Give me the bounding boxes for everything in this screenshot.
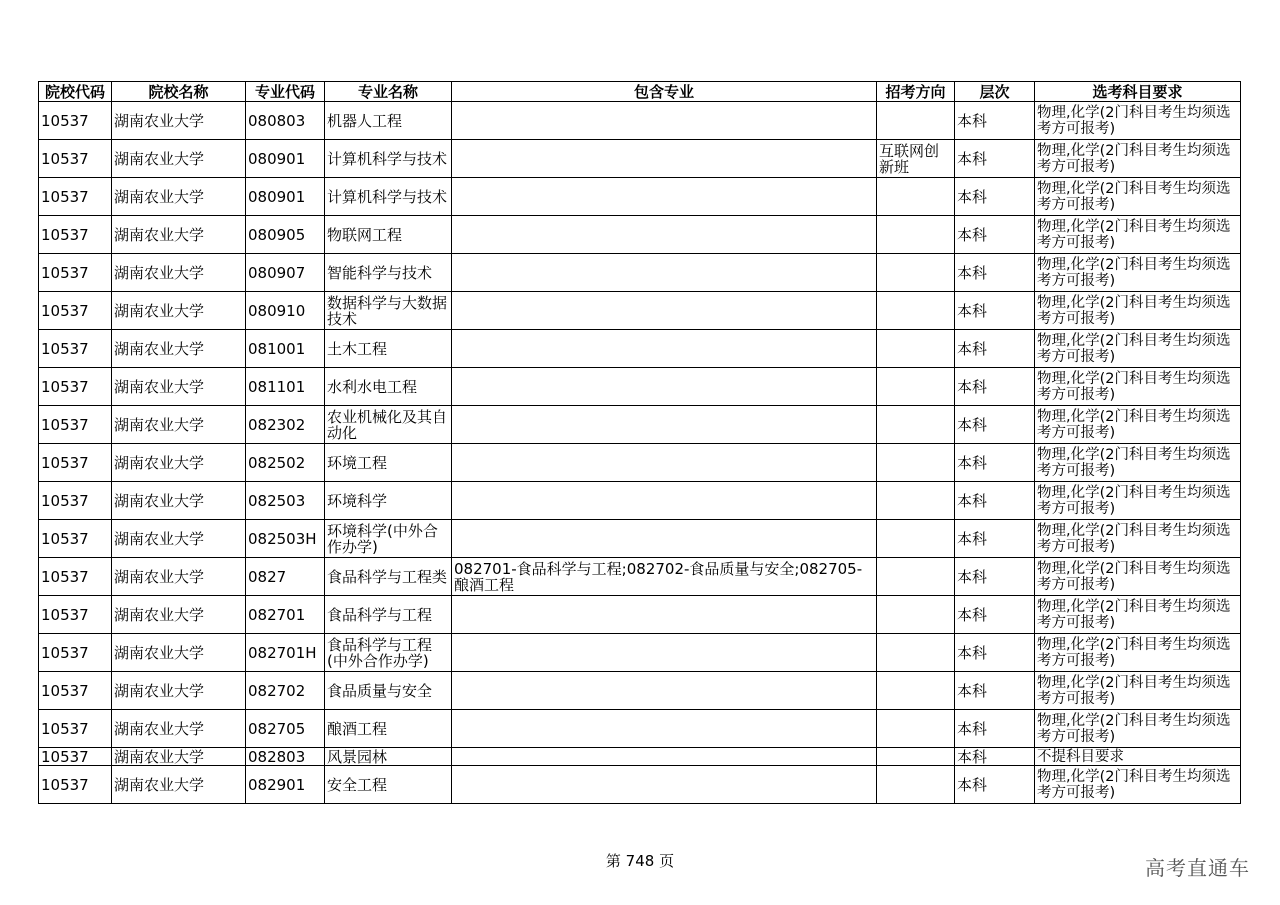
major-code-cell: 0827 <box>246 558 325 596</box>
table-body <box>39 102 1241 804</box>
included-majors-cell <box>452 748 877 766</box>
included-majors-cell <box>452 634 877 672</box>
included-majors-cell <box>452 482 877 520</box>
major-name-cell: 智能科学与技术 <box>325 254 452 292</box>
table-row <box>39 482 1241 520</box>
table-row <box>39 292 1241 330</box>
major-name-cell: 安全工程 <box>325 766 452 804</box>
subject-requirement-cell: 物理,化学(2门科目考生均须选考方可报考) <box>1035 558 1241 596</box>
table-row <box>39 766 1241 804</box>
school-code-cell: 10537 <box>39 766 112 804</box>
included-majors-cell <box>452 520 877 558</box>
table-row <box>39 406 1241 444</box>
table-row <box>39 672 1241 710</box>
major-code-cell: 082503 <box>246 482 325 520</box>
subject-requirement-cell: 物理,化学(2门科目考生均须选考方可报考) <box>1035 482 1241 520</box>
major-code-cell: 080901 <box>246 140 325 178</box>
included-majors-cell <box>452 178 877 216</box>
direction-cell <box>877 368 955 406</box>
subject-requirement-cell: 物理,化学(2门科目考生均须选考方可报考) <box>1035 292 1241 330</box>
subject-requirement-cell: 物理,化学(2门科目考生均须选考方可报考) <box>1035 634 1241 672</box>
table-row <box>39 558 1241 596</box>
direction-cell <box>877 596 955 634</box>
major-code-cell: 081001 <box>246 330 325 368</box>
school-name-cell: 湖南农业大学 <box>112 520 246 558</box>
school-name-cell: 湖南农业大学 <box>112 254 246 292</box>
included-majors-cell <box>452 254 877 292</box>
school-code-cell: 10537 <box>39 482 112 520</box>
direction-cell <box>877 292 955 330</box>
header-major-code: 专业代码 <box>246 82 325 102</box>
included-majors-cell: 082701-食品科学与工程;082702-食品质量与安全;082705-酿酒工程 <box>452 558 877 596</box>
subject-requirement-cell: 物理,化学(2门科目考生均须选考方可报考) <box>1035 672 1241 710</box>
included-majors-cell <box>452 216 877 254</box>
school-code-cell: 10537 <box>39 558 112 596</box>
included-majors-cell <box>452 766 877 804</box>
table-row <box>39 102 1241 140</box>
major-code-cell: 080905 <box>246 216 325 254</box>
major-code-cell: 082702 <box>246 672 325 710</box>
school-name-cell: 湖南农业大学 <box>112 406 246 444</box>
table-row <box>39 596 1241 634</box>
subject-requirement-cell: 物理,化学(2门科目考生均须选考方可报考) <box>1035 406 1241 444</box>
school-code-cell: 10537 <box>39 140 112 178</box>
major-code-cell: 080803 <box>246 102 325 140</box>
school-code-cell: 10537 <box>39 634 112 672</box>
major-code-cell: 082901 <box>246 766 325 804</box>
school-code-cell: 10537 <box>39 216 112 254</box>
school-name-cell: 湖南农业大学 <box>112 444 246 482</box>
table-row <box>39 748 1241 766</box>
school-code-cell: 10537 <box>39 596 112 634</box>
direction-cell <box>877 254 955 292</box>
major-code-cell: 082701H <box>246 634 325 672</box>
direction-cell <box>877 766 955 804</box>
school-code-cell: 10537 <box>39 672 112 710</box>
school-name-cell: 湖南农业大学 <box>112 482 246 520</box>
level-cell: 本科 <box>955 766 1035 804</box>
level-cell: 本科 <box>955 748 1035 766</box>
subject-requirement-cell: 物理,化学(2门科目考生均须选考方可报考) <box>1035 330 1241 368</box>
watermark-logo-text: 高考直通车 <box>1145 856 1250 880</box>
subject-requirement-cell: 物理,化学(2门科目考生均须选考方可报考) <box>1035 102 1241 140</box>
major-code-cell: 082302 <box>246 406 325 444</box>
school-name-cell: 湖南农业大学 <box>112 292 246 330</box>
table-row <box>39 216 1241 254</box>
included-majors-cell <box>452 444 877 482</box>
level-cell: 本科 <box>955 178 1035 216</box>
major-name-cell: 数据科学与大数据技术 <box>325 292 452 330</box>
level-cell: 本科 <box>955 482 1035 520</box>
major-name-cell: 计算机科学与技术 <box>325 140 452 178</box>
major-name-cell: 风景园林 <box>325 748 452 766</box>
header-school-name: 院校名称 <box>112 82 246 102</box>
school-name-cell: 湖南农业大学 <box>112 368 246 406</box>
direction-cell <box>877 178 955 216</box>
school-code-cell: 10537 <box>39 178 112 216</box>
school-code-cell: 10537 <box>39 102 112 140</box>
level-cell: 本科 <box>955 710 1035 748</box>
major-name-cell: 农业机械化及其自动化 <box>325 406 452 444</box>
direction-cell <box>877 558 955 596</box>
header-major-name: 专业名称 <box>325 82 452 102</box>
level-cell: 本科 <box>955 596 1035 634</box>
included-majors-cell <box>452 330 877 368</box>
school-code-cell: 10537 <box>39 520 112 558</box>
major-name-cell: 环境科学(中外合作办学) <box>325 520 452 558</box>
school-code-cell: 10537 <box>39 368 112 406</box>
level-cell: 本科 <box>955 216 1035 254</box>
school-name-cell: 湖南农业大学 <box>112 710 246 748</box>
school-code-cell: 10537 <box>39 444 112 482</box>
school-name-cell: 湖南农业大学 <box>112 558 246 596</box>
table-row <box>39 140 1241 178</box>
level-cell: 本科 <box>955 406 1035 444</box>
direction-cell <box>877 406 955 444</box>
level-cell: 本科 <box>955 444 1035 482</box>
school-name-cell: 湖南农业大学 <box>112 672 246 710</box>
school-name-cell: 湖南农业大学 <box>112 216 246 254</box>
included-majors-cell <box>452 140 877 178</box>
direction-cell <box>877 330 955 368</box>
school-code-cell: 10537 <box>39 710 112 748</box>
table-row <box>39 520 1241 558</box>
table-header <box>39 82 1241 102</box>
table-row <box>39 330 1241 368</box>
school-name-cell: 湖南农业大学 <box>112 140 246 178</box>
major-code-cell: 082701 <box>246 596 325 634</box>
subject-requirement-cell: 不提科目要求 <box>1035 748 1241 766</box>
major-name-cell: 食品科学与工程 <box>325 596 452 634</box>
level-cell: 本科 <box>955 520 1035 558</box>
subject-requirement-cell: 物理,化学(2门科目考生均须选考方可报考) <box>1035 368 1241 406</box>
level-cell: 本科 <box>955 330 1035 368</box>
level-cell: 本科 <box>955 558 1035 596</box>
included-majors-cell <box>452 368 877 406</box>
subject-requirement-cell: 物理,化学(2门科目考生均须选考方可报考) <box>1035 520 1241 558</box>
major-name-cell: 环境科学 <box>325 482 452 520</box>
table-row <box>39 444 1241 482</box>
subject-requirement-cell: 物理,化学(2门科目考生均须选考方可报考) <box>1035 216 1241 254</box>
subject-requirement-cell: 物理,化学(2门科目考生均须选考方可报考) <box>1035 254 1241 292</box>
header-row <box>39 82 1241 102</box>
school-code-cell: 10537 <box>39 254 112 292</box>
direction-cell <box>877 672 955 710</box>
school-name-cell: 湖南农业大学 <box>112 102 246 140</box>
major-code-cell: 080901 <box>246 178 325 216</box>
level-cell: 本科 <box>955 292 1035 330</box>
level-cell: 本科 <box>955 368 1035 406</box>
school-name-cell: 湖南农业大学 <box>112 330 246 368</box>
major-name-cell: 食品科学与工程类 <box>325 558 452 596</box>
major-code-cell: 081101 <box>246 368 325 406</box>
major-name-cell: 环境工程 <box>325 444 452 482</box>
included-majors-cell <box>452 292 877 330</box>
major-code-cell: 080910 <box>246 292 325 330</box>
major-code-cell: 082705 <box>246 710 325 748</box>
subject-requirement-cell: 物理,化学(2门科目考生均须选考方可报考) <box>1035 596 1241 634</box>
major-name-cell: 水利水电工程 <box>325 368 452 406</box>
school-code-cell: 10537 <box>39 330 112 368</box>
included-majors-cell <box>452 102 877 140</box>
subject-requirement-cell: 物理,化学(2门科目考生均须选考方可报考) <box>1035 140 1241 178</box>
included-majors-cell <box>452 672 877 710</box>
page-number: 第 748 页 <box>605 852 675 870</box>
included-majors-cell <box>452 710 877 748</box>
major-name-cell: 食品质量与安全 <box>325 672 452 710</box>
school-code-cell: 10537 <box>39 292 112 330</box>
level-cell: 本科 <box>955 254 1035 292</box>
subject-requirement-cell: 物理,化学(2门科目考生均须选考方可报考) <box>1035 444 1241 482</box>
header-included-majors: 包含专业 <box>452 82 877 102</box>
major-code-cell: 080907 <box>246 254 325 292</box>
header-school-code: 院校代码 <box>39 82 112 102</box>
included-majors-cell <box>452 406 877 444</box>
school-code-cell: 10537 <box>39 748 112 766</box>
school-name-cell: 湖南农业大学 <box>112 178 246 216</box>
direction-cell <box>877 634 955 672</box>
major-name-cell: 土木工程 <box>325 330 452 368</box>
subject-requirement-cell: 物理,化学(2门科目考生均须选考方可报考) <box>1035 710 1241 748</box>
header-level: 层次 <box>955 82 1035 102</box>
direction-cell <box>877 444 955 482</box>
direction-cell <box>877 482 955 520</box>
direction-cell <box>877 216 955 254</box>
major-name-cell: 物联网工程 <box>325 216 452 254</box>
direction-cell <box>877 748 955 766</box>
subject-requirement-cell: 物理,化学(2门科目考生均须选考方可报考) <box>1035 766 1241 804</box>
major-name-cell: 计算机科学与技术 <box>325 178 452 216</box>
major-code-cell: 082503H <box>246 520 325 558</box>
school-name-cell: 湖南农业大学 <box>112 634 246 672</box>
table-row <box>39 178 1241 216</box>
subject-requirement-cell: 物理,化学(2门科目考生均须选考方可报考) <box>1035 178 1241 216</box>
school-name-cell: 湖南农业大学 <box>112 748 246 766</box>
major-code-cell: 082502 <box>246 444 325 482</box>
direction-cell <box>877 102 955 140</box>
school-code-cell: 10537 <box>39 406 112 444</box>
major-name-cell: 食品科学与工程(中外合作办学) <box>325 634 452 672</box>
header-direction: 招考方向 <box>877 82 955 102</box>
direction-cell <box>877 520 955 558</box>
admissions-table <box>38 81 1241 804</box>
level-cell: 本科 <box>955 634 1035 672</box>
table-row <box>39 254 1241 292</box>
table-row <box>39 710 1241 748</box>
major-name-cell: 酿酒工程 <box>325 710 452 748</box>
major-name-cell: 机器人工程 <box>325 102 452 140</box>
header-subject-requirement: 选考科目要求 <box>1035 82 1241 102</box>
major-code-cell: 082803 <box>246 748 325 766</box>
direction-cell: 互联网创新班 <box>877 140 955 178</box>
table-row <box>39 368 1241 406</box>
school-name-cell: 湖南农业大学 <box>112 766 246 804</box>
level-cell: 本科 <box>955 140 1035 178</box>
school-name-cell: 湖南农业大学 <box>112 596 246 634</box>
level-cell: 本科 <box>955 102 1035 140</box>
direction-cell <box>877 710 955 748</box>
table-row <box>39 634 1241 672</box>
level-cell: 本科 <box>955 672 1035 710</box>
included-majors-cell <box>452 596 877 634</box>
